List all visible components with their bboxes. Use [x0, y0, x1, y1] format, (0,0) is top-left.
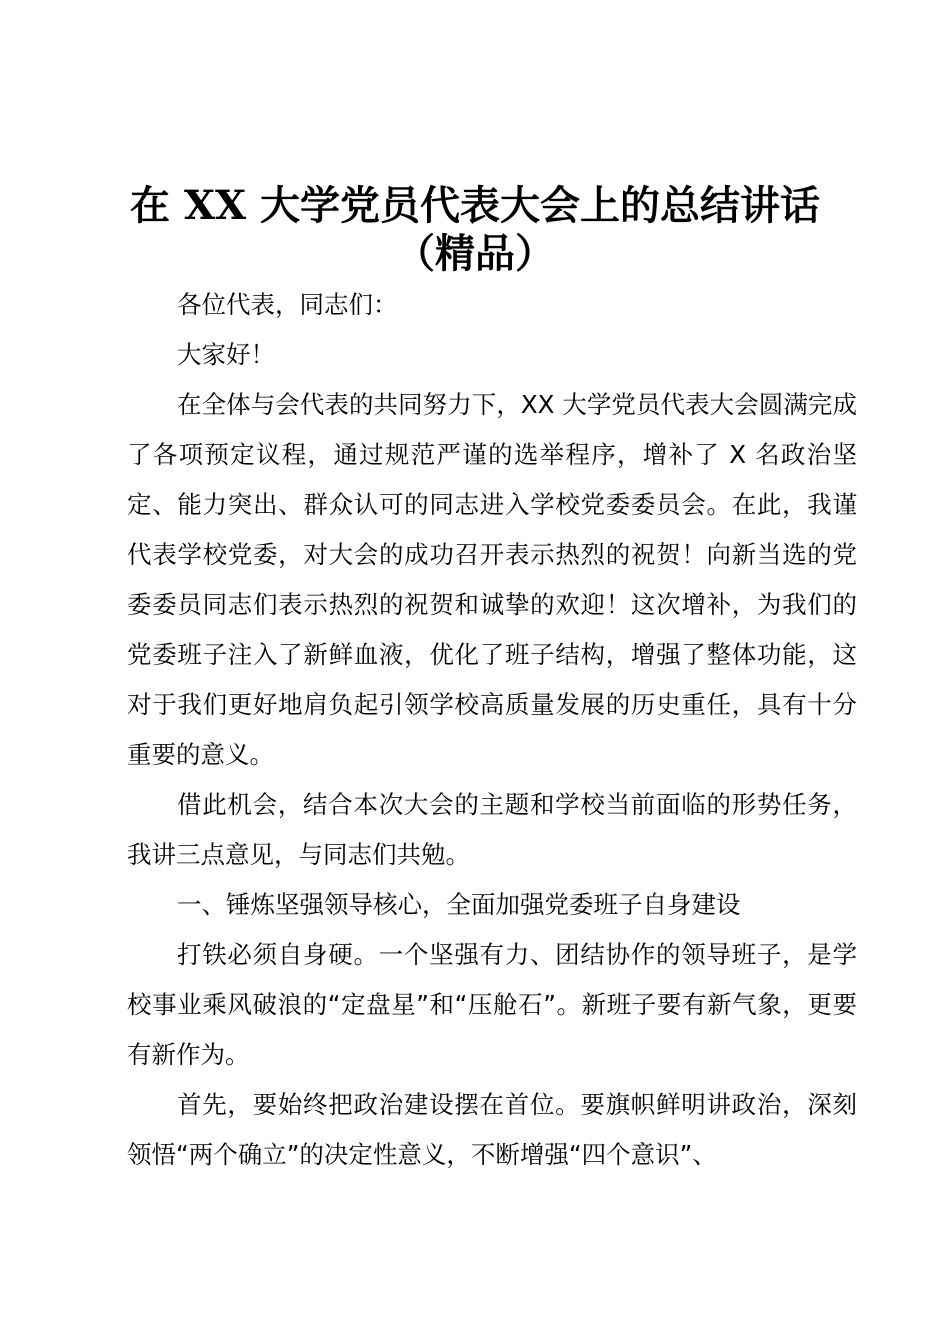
body-paragraph-2: 借此机会，结合本次大会的主题和学校当前面临的形势任务，我讲三点意见，与同志们共勉。: [127, 790, 857, 869]
body-paragraph-4: 首先，要始终把政治建设摆在首位。要旗帜鲜明讲政治，深刻领悟“两个确立”的决定性意义，不断增强“四个意识”、: [127, 1090, 857, 1169]
section-heading: 一、锤炼坚强领导核心，全面加强党委班子自身建设: [177, 890, 741, 919]
body-paragraph-1: 在全体与会代表的共同努力下，XX 大学党员代表大会圆满完成了各项预定议程，通过规范严谨的选举程序，增补了 X 名政治坚定、能力突出、群众认可的同志进入学校党委委员会。在此，我谨代表学校党委，对大会的成功召开表示热烈的祝贺！向新当选的党委委员同志们表示热烈的祝贺和诚挚的欢迎！这次增补，为我们的党委班子注入了新鲜血液，优化了班子结构，增强了整体功能，这对于我们更好地肩负起引领学校高质量发展的历史重任，具有十分重要的意义。: [127, 390, 857, 769]
document-title: 在 XX 大学党员代表大会上的总结讲话: [130, 182, 820, 229]
body-paragraph-3: 打铁必须自身硬。一个坚强有力、团结协作的领导班子，是学校事业乘风破浪的“定盘星”和“压舱石”。新班子要有新气象，更要有新作为。: [127, 940, 857, 1069]
salutation-paragraph: 各位代表，同志们：: [177, 290, 398, 319]
greeting-paragraph: 大家好！: [177, 340, 275, 369]
document-subtitle: （精品）: [395, 230, 555, 277]
